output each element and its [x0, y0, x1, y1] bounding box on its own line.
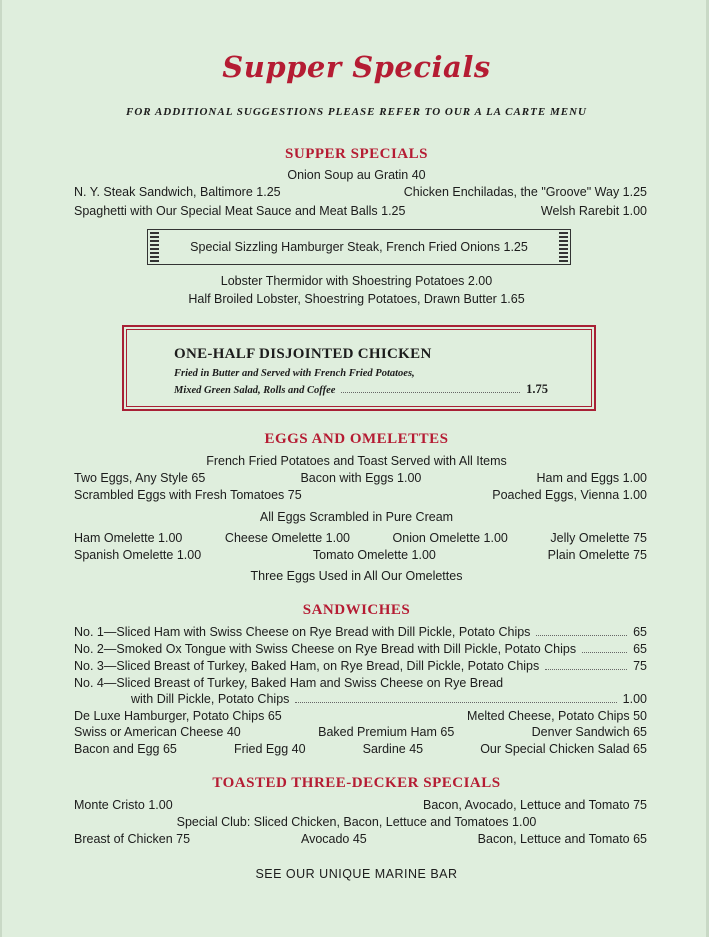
menu-item: Baked Premium Ham 65: [318, 725, 455, 739]
chicken-price: 1.75: [526, 382, 548, 396]
supper-specials-heading: SUPPER SPECIALS: [285, 146, 428, 162]
decorative-border-left: [150, 232, 159, 262]
eggs-intro: French Fried Potatoes and Toast Served with All Items: [206, 454, 507, 468]
decorative-border-right: [559, 232, 568, 262]
broiled-lobster-item: Half Broiled Lobster, Shoestring Potatoes, Drawn Butter 1.65: [188, 292, 525, 306]
menu-item: Swiss or American Cheese 40: [74, 725, 241, 739]
toasted-specials-heading: TOASTED THREE-DECKER SPECIALS: [212, 775, 501, 791]
menu-item: Bacon, Lettuce and Tomato 65: [477, 832, 647, 846]
footer-note: SEE OUR UNIQUE MARINE BAR: [255, 867, 458, 881]
chicken-special-box: [122, 325, 596, 411]
onion-soup-item: Onion Soup au Gratin 40: [287, 168, 426, 182]
menu-item: Fried Egg 40: [233, 742, 306, 756]
sandwich-desc: No. 1—Sliced Ham with Swiss Cheese on Rye Bread with Dill Pickle, Potato Chips: [74, 625, 531, 639]
eggs-omelettes-heading: EGGS AND OMELETTES: [264, 431, 449, 447]
sandwich-desc: No. 2—Smoked Ox Tongue with Swiss Cheese on Rye Bread with Dill Pickle, Potato Chips: [74, 642, 577, 656]
sandwich-no-4-line-2: [131, 691, 647, 707]
chicken-description-line-1: Fried in Butter and Served with French Fried Potatoes,: [174, 368, 415, 379]
menu-item: Jelly Omelette 75: [550, 531, 647, 545]
sandwich-no-1: [74, 624, 647, 640]
menu-item: Bacon with Eggs 1.00: [300, 471, 422, 485]
eggs-row-1: [74, 470, 647, 486]
menu-item: Spanish Omelette 1.00: [74, 548, 202, 562]
sizzling-hamburger-box: [147, 229, 571, 265]
leader-dots: [545, 658, 627, 670]
page-subtitle: FOR ADDITIONAL SUGGESTIONS PLEASE REFER TO OUR A LA CARTE MENU: [126, 106, 587, 118]
omelette-row-2: [74, 547, 647, 563]
sandwich-price: 65: [633, 642, 647, 656]
menu-item: Our Special Chicken Salad 65: [480, 742, 647, 756]
menu-item: Tomato Omelette 1.00: [312, 548, 436, 562]
supper-row-1: [74, 184, 647, 200]
toasted-row-1: [74, 797, 647, 813]
menu-item: Two Eggs, Any Style 65: [74, 471, 206, 485]
eggs-row-2: [74, 487, 647, 503]
lobster-thermidor-item: Lobster Thermidor with Shoestring Potatoes 2.00: [220, 274, 493, 288]
menu-item: Cheese Omelette 1.00: [224, 531, 350, 545]
sandwich-row-3: [74, 741, 647, 757]
sandwich-row-1: [74, 708, 647, 724]
menu-item: Bacon and Egg 65: [74, 742, 177, 756]
supper-row-2: [74, 203, 647, 219]
menu-item: Bacon, Avocado, Lettuce and Tomato 75: [422, 798, 647, 812]
welsh-rarebit-item: Welsh Rarebit 1.00: [540, 204, 647, 218]
chicken-enchiladas-item: Chicken Enchiladas, the "Groove" Way 1.25: [403, 185, 647, 199]
special-club-item: Special Club: Sliced Chicken, Bacon, Lettuce and Tomatoes 1.00: [176, 815, 537, 829]
chicken-description-line-2: [174, 382, 548, 397]
menu-item: Scrambled Eggs with Fresh Tomatoes 75: [74, 488, 302, 502]
menu-item: Plain Omelette 75: [547, 548, 647, 562]
leader-dots: [341, 392, 520, 393]
menu-item: Breast of Chicken 75: [74, 832, 191, 846]
chicken-description-text: Mixed Green Salad, Rolls and Coffee: [174, 385, 336, 396]
menu-item: Melted Cheese, Potato Chips 50: [467, 709, 647, 723]
sandwich-price: 1.00: [622, 692, 647, 706]
menu-item: Poached Eggs, Vienna 1.00: [492, 488, 647, 502]
menu-item: Onion Omelette 1.00: [392, 531, 508, 545]
menu-item: Denver Sandwich 65: [531, 725, 647, 739]
sandwich-price: 75: [633, 659, 647, 673]
omelette-row-1: [74, 530, 647, 546]
menu-item: De Luxe Hamburger, Potato Chips 65: [74, 709, 282, 723]
sandwich-no-3: [74, 658, 647, 674]
menu-item: Ham Omelette 1.00: [74, 531, 183, 545]
spaghetti-item: Spaghetti with Our Special Meat Sauce and Meat Balls 1.25: [74, 204, 406, 218]
leader-dots: [536, 624, 627, 636]
sandwich-desc: with Dill Pickle, Potato Chips: [131, 692, 290, 706]
sandwich-no-4-line-1: No. 4—Sliced Breast of Turkey, Baked Ham and Swiss Cheese on Rye Bread: [74, 676, 504, 690]
chicken-title: ONE-HALF DISJOINTED CHICKEN: [174, 346, 432, 362]
sandwich-desc: No. 3—Sliced Breast of Turkey, Baked Ham, on Rye Bread, Dill Pickle, Potato Chips: [74, 659, 540, 673]
steak-sandwich-item: N. Y. Steak Sandwich, Baltimore 1.25: [74, 185, 281, 199]
sizzling-hamburger-item: Special Sizzling Hamburger Steak, French Fried Onions 1.25: [190, 240, 528, 254]
sandwich-row-2: [74, 724, 647, 740]
leader-dots: [295, 691, 616, 703]
menu-item: Avocado 45: [300, 832, 367, 846]
eggs-note-omelettes: Three Eggs Used in All Our Omelettes: [250, 569, 463, 583]
menu-item: Monte Cristo 1.00: [74, 798, 173, 812]
page-title: Supper Specials: [222, 50, 491, 84]
eggs-note-cream: All Eggs Scrambled in Pure Cream: [259, 510, 454, 524]
toasted-row-2: [74, 831, 647, 847]
menu-item: Sardine 45: [362, 742, 424, 756]
sandwiches-heading: SANDWICHES: [302, 602, 411, 618]
menu-item: Ham and Eggs 1.00: [536, 471, 647, 485]
leader-dots: [582, 641, 627, 653]
sandwich-no-2: [74, 641, 647, 657]
sandwich-price: 65: [633, 625, 647, 639]
